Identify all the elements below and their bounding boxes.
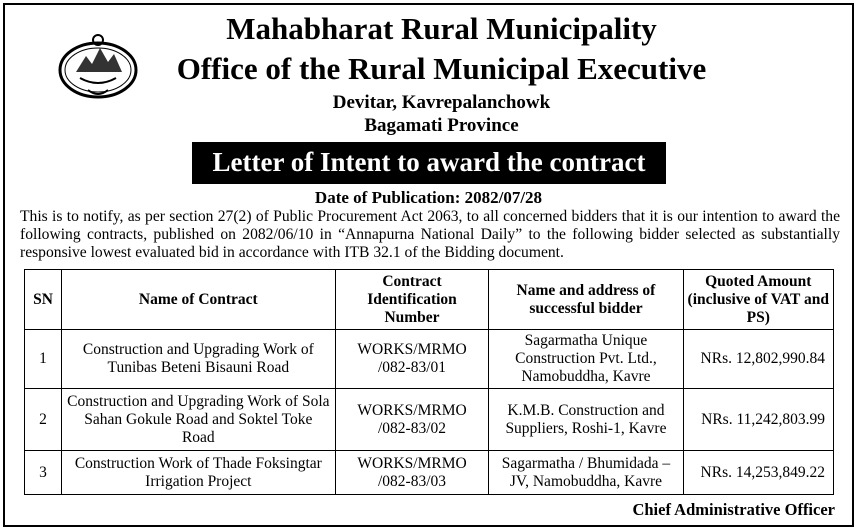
header-contract-id: Contract Identification Number — [335, 270, 489, 330]
cell-amount: NRs. 12,802,990.84 — [683, 330, 833, 389]
table-row — [25, 330, 834, 389]
header-contract-name: Name of Contract — [62, 270, 336, 330]
notice-banner: Letter of Intent to award the contract — [192, 142, 666, 184]
signature-title: Chief Administrative Officer — [632, 500, 835, 519]
cell-contract-id: WORKS/MRMO /082-83/03 — [335, 451, 489, 495]
header-sn: SN — [25, 270, 62, 330]
office-title: Office of the Rural Municipal Executive — [176, 51, 707, 86]
province-line: Bagamati Province — [364, 115, 519, 136]
cell-sn: 1 — [25, 330, 62, 389]
cell-contract-id: WORKS/MRMO /082-83/02 — [335, 389, 489, 451]
cell-contract-name: Construction and Upgrading Work of Sola Sahan Gokule Road and Soktel Toke Road — [62, 389, 336, 451]
cell-contract-name: Construction Work of Thade Foksingtar Irrigation Project — [62, 451, 336, 495]
cell-contract-id: WORKS/MRMO /082-83/01 — [335, 330, 489, 389]
cell-bidder: Sagarmatha Unique Construction Pvt. Ltd., Namobuddha, Kavre — [489, 330, 683, 389]
municipality-title: Mahabharat Rural Municipality — [226, 11, 657, 46]
cell-amount: NRs. 14,253,849.22 — [683, 451, 833, 495]
header-bidder: Name and address of successful bidder — [489, 270, 683, 330]
header-amount: Quoted Amount (inclusive of VAT and PS) — [683, 270, 833, 330]
cell-sn: 3 — [25, 451, 62, 495]
address-line: Devitar, Kavrepalanchowk — [332, 92, 551, 113]
cell-contract-name: Construction and Upgrading Work of Tunibas Beteni Bisauni Road — [62, 330, 336, 389]
cell-sn: 2 — [25, 389, 62, 451]
table-row — [25, 451, 834, 495]
table-header-row — [25, 270, 834, 330]
table-row — [25, 389, 834, 451]
contract-table — [24, 269, 834, 495]
cell-amount: NRs. 11,242,803.99 — [683, 389, 833, 451]
intro-paragraph: This is to notify, as per section 27(2) of Public Procurement Act 2063, to all concerned bidders that it is our intention to award the following contracts, published on 2082/06/10 in “Annapurna National Daily” to the following bidder selected as substantially responsive lowest evaluated bid in accordance with ITB 32.1 of the Bidding document. — [20, 208, 840, 261]
cell-bidder: K.M.B. Construction and Suppliers, Roshi-1, Kavre — [489, 389, 683, 451]
publication-date: Date of Publication: 2082/07/28 — [314, 188, 543, 207]
cell-bidder: Sagarmatha / Bhumidada – JV, Namobuddha, Kavre — [489, 451, 683, 495]
